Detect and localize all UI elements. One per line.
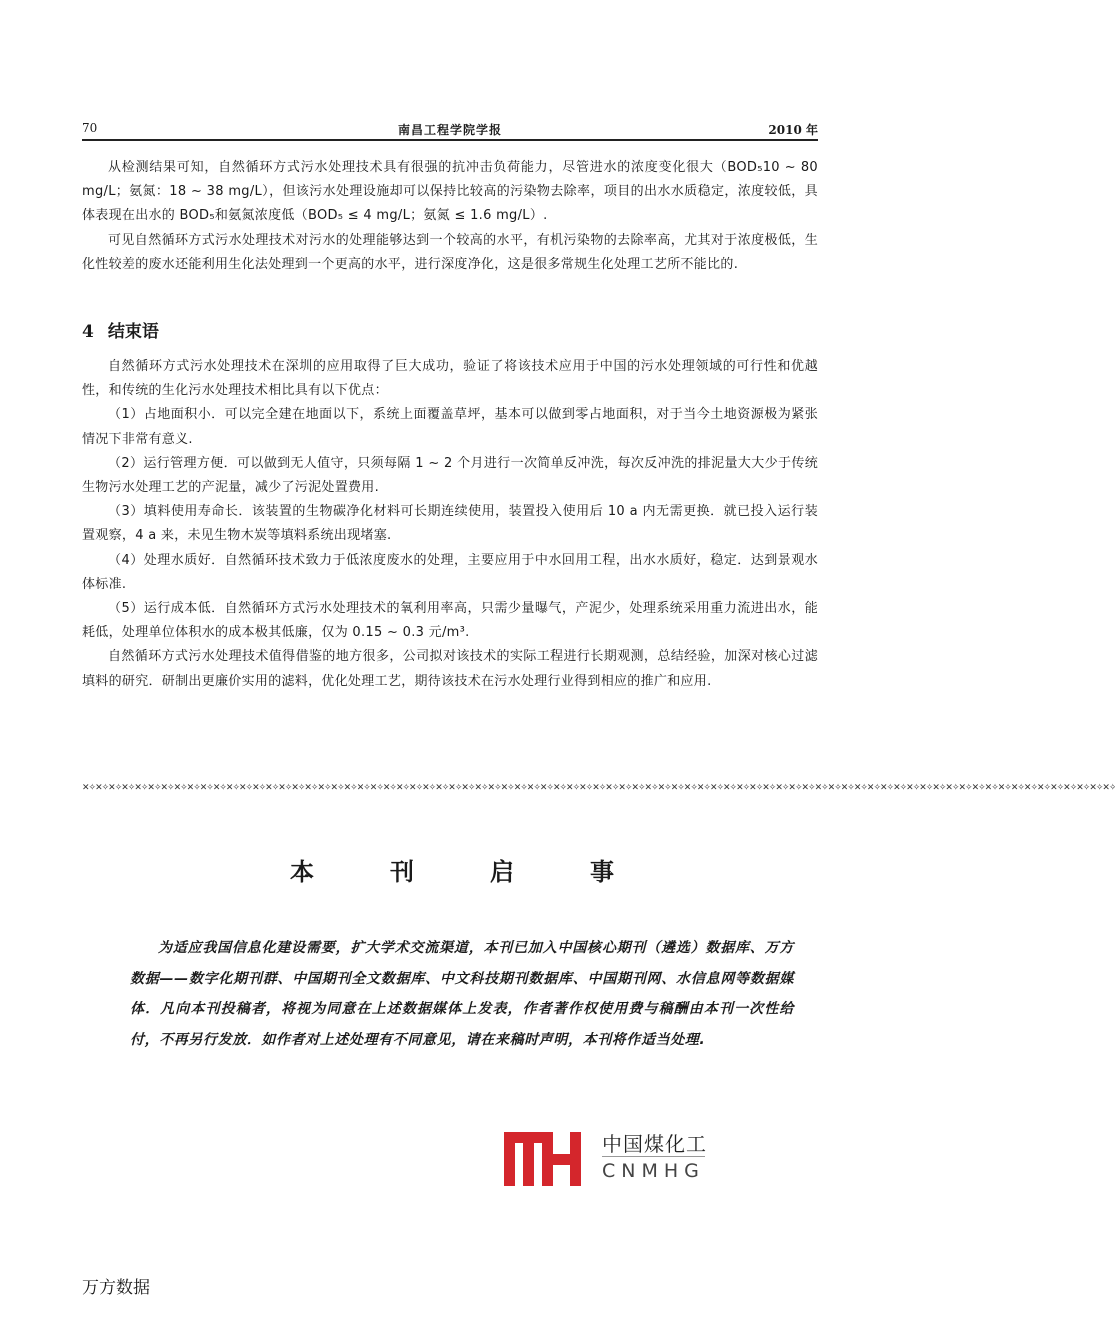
section-number: 4 [82,322,94,342]
year: 2010 年 [768,123,818,137]
logo-cn-text: 中国煤化工 [602,1132,707,1156]
paragraph: 可见自然循环方式污水处理技术对污水的处理能够达到一个较高的水平，有机污染物的去除率高，尤其对于浓度极低，生化性较差的废水还能利用生化法处理到一个更高的水平，进行深度净化，这是很多常规生化处理工艺所不能比的. [82,232,818,272]
paragraph: （1）占地面积小．可以完全建在地面以下，系统上面覆盖草坪，基本可以做到零占地面积，对于当今土地资源极为紧张情况下非常有意义. [82,407,818,447]
paragraph: 从检测结果可知，自然循环方式污水处理技术具有很强的抗冲击负荷能力，尽管进水的浓度变化很大（BOD₅10 ~ 80 mg/L；氨氮：18 ~ 38 mg/L），但该污水处理设施却可以保持比较高的污染物去除率，项目的出水水质稳定，浓度较低，具体表现在出水的 BOD₅和氨氮浓度低（BOD₅ ≤ 4 mg/L；氨氮 ≤ 1.6 mg/L）. [82,160,818,224]
paragraph: 自然循环方式污水处理技术在深圳的应用取得了巨大成功，验证了将该技术应用于中国的污水处理领域的可行性和优越性，和传统的生化污水处理技术相比具有以下优点： [82,359,818,399]
ornamental-divider: ✕✧✕✧✕✧✕✧✕✧✕✧✕✧✕✧✕✧✕✧✕✧✕✧✕✧✕✧✕✧✕✧✕✧✕✧✕✧✕✧✕✧✕✧✕✧✕✧✕✧✕✧✕✧✕✧✕✧✕✧✕✧✕✧✕✧✕✧✕✧✕✧✕✧✕✧✕✧✕✧✕✧✕✧✕✧✕✧✕✧✕✧✕✧✕✧✕✧✕✧✕✧✕✧✕✧✕✧✕✧✕✧✕✧✕✧✕✧✕✧✕✧✕✧✕✧✕✧✕✧✕✧✕✧✕✧✕✧✕✧✕✧✕✧✕✧✕✧✕✧✕✧✕✧✕✧✕✧ [82,783,1115,793]
paragraph: （3）填料使用寿命长．该装置的生物碳净化材料可长期连续使用，装置投入使用后 10 a 内无需更换．就已投入运行装置观察，4 a 来，未见生物木炭等填料系统出现堵塞. [82,504,818,544]
running-header [82,118,818,138]
logo-separator [602,1156,705,1157]
section-text-block [82,355,818,694]
footer-source: 万方数据 [82,1278,150,1298]
cnmhg-logo-mark-icon [500,1128,592,1190]
logo-en-text: CNMHG [602,1160,705,1182]
paragraph: （4）处理水质好．自然循环技术致力于低浓度废水的处理，主要应用于中水回用工程，出水水质好，稳定．达到景观水体标准. [82,552,818,592]
cnmhg-logo [500,1128,720,1192]
top-text-block [82,156,818,277]
page-number: 70 [82,121,98,135]
paragraph: （2）运行管理方便．可以做到无人值守，只须每隔 1 ~ 2 个月进行一次简单反冲洗，每次反冲洗的排泥量大大少于传统生物污水处理工艺的产泥量，减少了污泥处置费用. [82,455,818,496]
notice-title: 本刊启事 [290,858,690,886]
journal-name: 南昌工程学院学报 [397,123,502,137]
paragraph: 自然循环方式污水处理技术值得借鉴的地方很多，公司拟对该技术的实际工程进行长期观测，总结经验，加深对核心过滤填料的研究．研制出更廉价实用的滤料，优化处理工艺，期待该技术在污水处理行业得到相应的推广和应用. [82,649,818,689]
paragraph: 为适应我国信息化建设需要，扩大学术交流渠道，本刊已加入中国核心期刊（遴选）数据库、万方数据——数字化期刊群、中国期刊全文数据库、中文科技期刊数据库、中国期刊网、水信息网等数据媒体．凡向本刊投稿者，将视为同意在上述数据媒体上发表，作者著作权使用费与稿酬由本刊一次性给付，不再另行发放．如作者对上述处理有不同意见，请在来稿时声明，本刊将作适当处理. [130,940,794,1048]
header-rule [82,139,818,141]
paragraph: （5）运行成本低．自然循环方式污水处理技术的氧利用率高，只需少量曝气，产泥少，处理系统采用重力流进出水，能耗低，处理单位体积水的成本极其低廉，仅为 0.15 ~ 0.3 元/m³. [82,601,818,641]
section-heading [82,317,159,342]
section-title: 结束语 [107,322,159,342]
notice-text [130,933,794,1055]
